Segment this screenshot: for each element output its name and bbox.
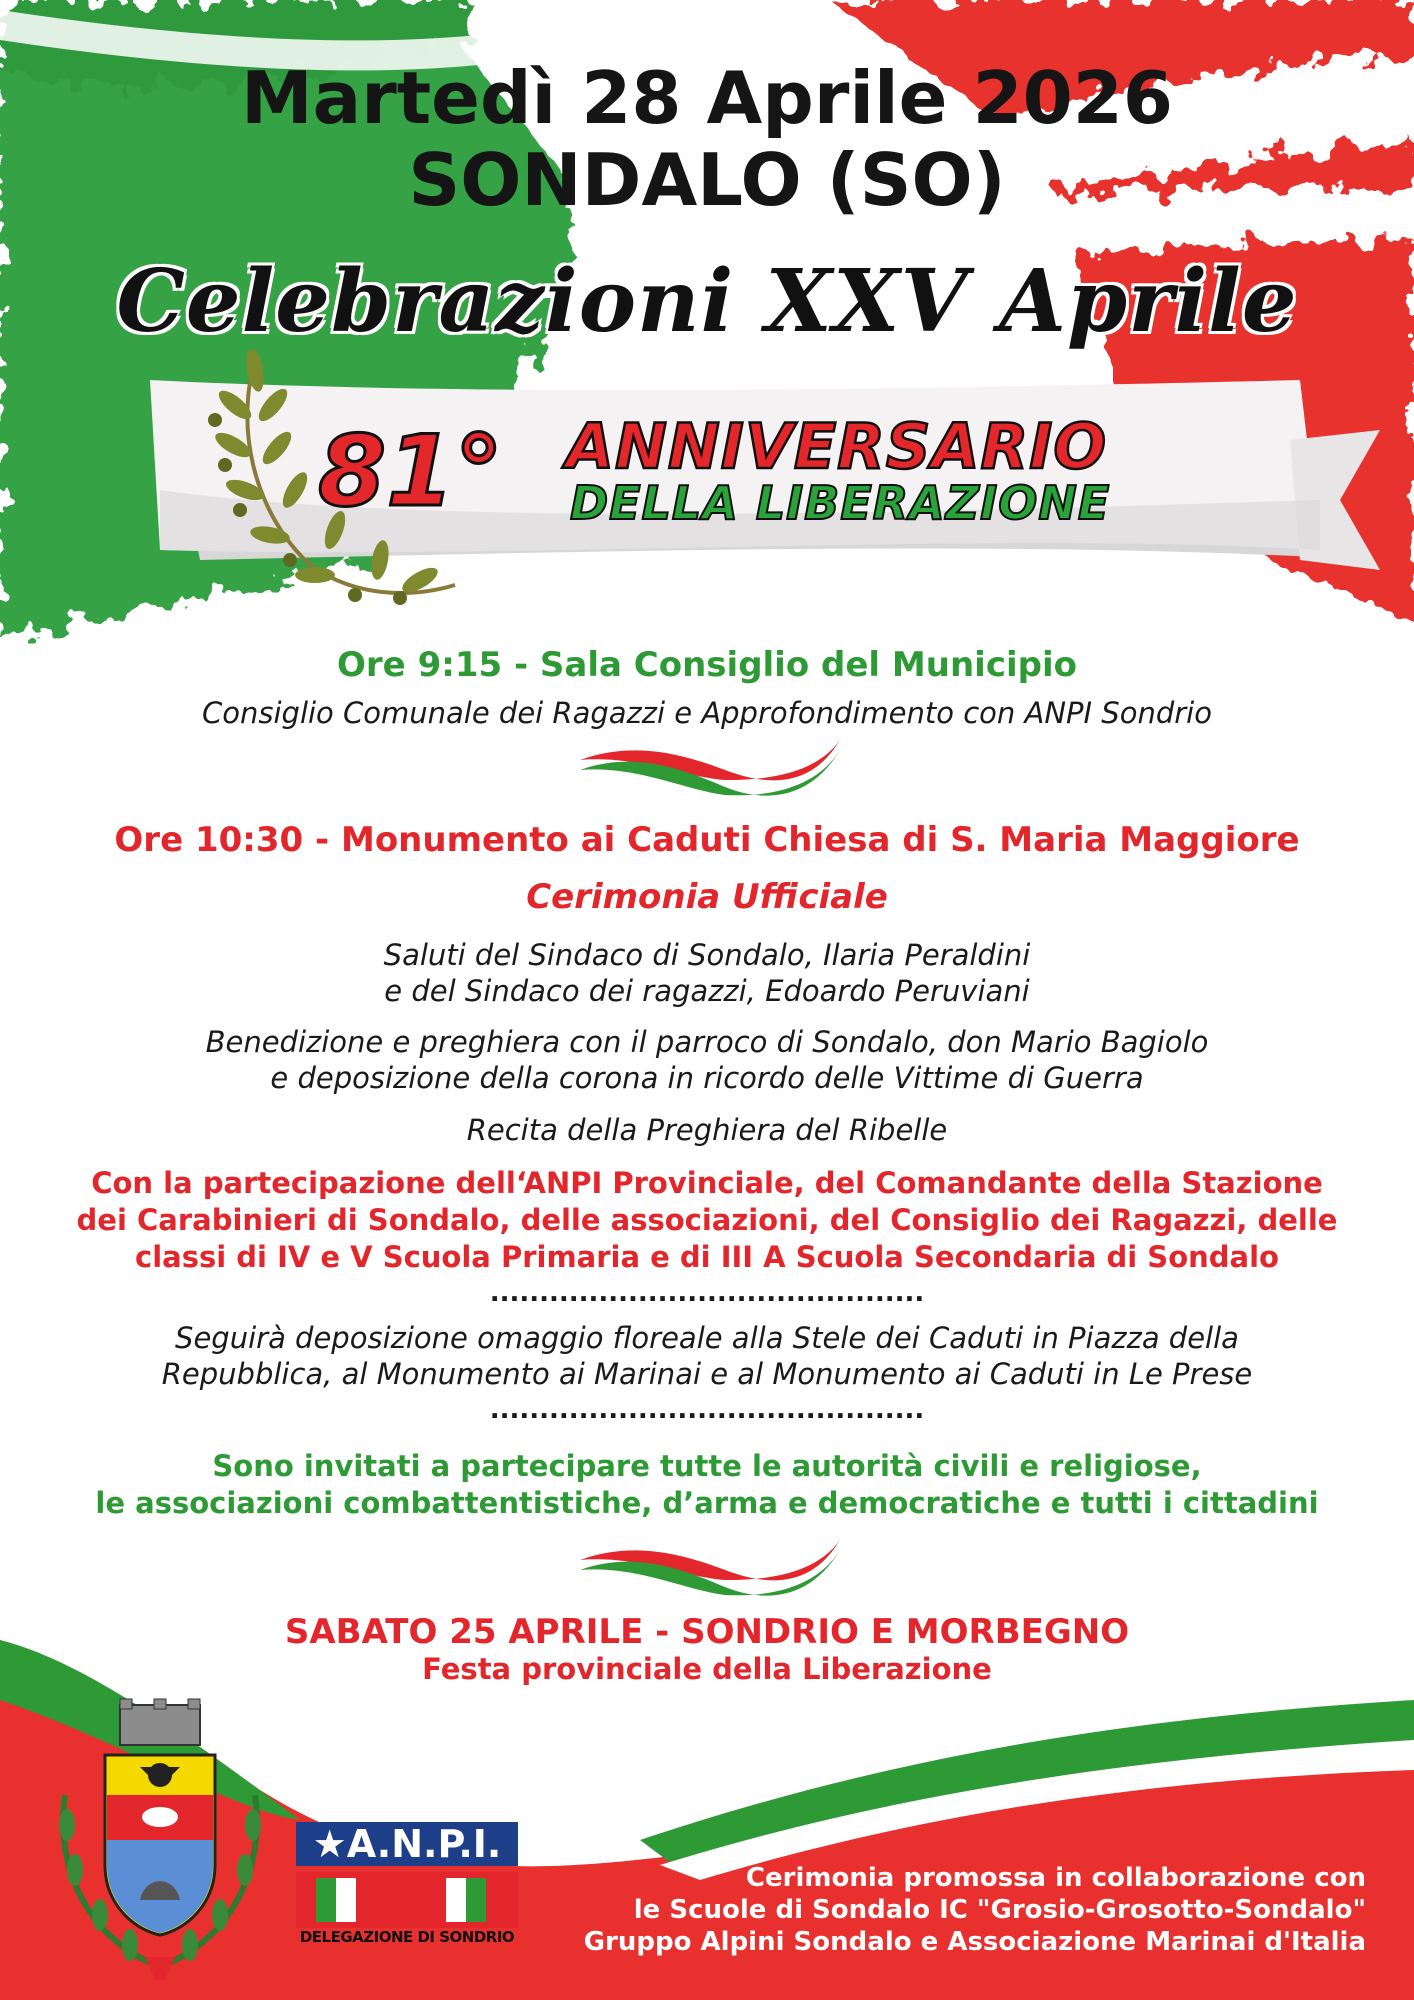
promo-line-2: le Scuole di Sondalo IC "Grosio-Grosotto-Sondalo" — [633, 1895, 1366, 1925]
anpi-delegation-label: DELEGAZIONE DI SONDRIO — [299, 1928, 515, 1946]
seguira-line-1: Seguirà deposizione omaggio floreale alla Stele dei Caduti in Piazza della — [175, 1321, 1239, 1355]
seguira-line-2: Repubblica, al Monumento ai Marinai e al Monumento ai Caduti in Le Prese — [161, 1357, 1253, 1391]
partecipazione-line-1: Con la partecipazione dell‘ANPI Provinciale, del Comandante della Stazione — [91, 1166, 1323, 1200]
invito-line-2: le associazioni combattentistiche, d’arma e democratiche e tutti i cittadini — [95, 1486, 1319, 1520]
dotted-separator: ............................................ — [489, 1395, 925, 1425]
anniversary-line1: ANNIVERSARIO — [566, 410, 1108, 483]
anniversary-number: 81° — [318, 415, 504, 529]
invito-line-1: Sono invitati a partecipare tutte le autorità civili e religiose, — [212, 1449, 1202, 1483]
sabato-heading: SABATO 25 APRILE - SONDRIO E MORBEGNO — [284, 1612, 1130, 1652]
anpi-logo-text: ★A.N.P.I. — [312, 1822, 502, 1866]
anniversary-line2: DELLA LIBERAZIONE — [570, 476, 1111, 530]
saluti-line-2: e del Sindaco dei ragazzi, Edoardo Peruviani — [384, 974, 1030, 1008]
partecipazione-line-3: classi di IV e V Scuola Primaria e di III A Scuola Secondaria di Sondalo — [135, 1240, 1279, 1274]
partecipazione-line-2: dei Carabinieri di Sondalo, delle associazioni, del Consiglio dei Ragazzi, delle — [76, 1203, 1338, 1237]
tricolor-wave-divider — [575, 735, 845, 805]
tricolor-wave-divider — [575, 1535, 845, 1605]
event-title: Celebrazioni XXV Aprile — [116, 251, 1298, 352]
session1-heading: Ore 9:15 - Sala Consiglio del Municipio — [337, 645, 1077, 685]
promo-line-1: Cerimonia promossa in collaborazione con — [745, 1863, 1366, 1893]
session2-heading: Ore 10:30 - Monumento ai Caduti Chiesa di S. Maria Maggiore — [114, 820, 1300, 860]
session1-description: Consiglio Comunale dei Ragazzi e Approfondimento con ANPI Sondrio — [202, 696, 1212, 730]
saluti-line-1: Saluti del Sindaco di Sondalo, Ilaria Peraldini — [383, 938, 1031, 972]
sabato-subtitle: Festa provinciale della Liberazione — [422, 1652, 992, 1686]
benedizione-line-2: e deposizione della corona in ricordo delle Vittime di Guerra — [270, 1061, 1144, 1095]
dotted-separator: ............................................ — [489, 1278, 925, 1308]
ceremony-subtitle: Cerimonia Ufficiale — [526, 877, 888, 917]
municipal-coat-of-arms-icon — [45, 1695, 275, 1985]
event-place: SONDALO (SO) — [408, 138, 1006, 222]
event-date: Martedì 28 Aprile 2026 — [241, 56, 1173, 140]
promo-line-3: Gruppo Alpini Sondalo e Associazione Marinai d'Italia — [583, 1927, 1366, 1957]
recita-line: Recita della Preghiera del Ribelle — [466, 1113, 948, 1147]
benedizione-line-1: Benedizione e preghiera con il parroco di Sondalo, don Mario Bagiolo — [205, 1025, 1209, 1059]
